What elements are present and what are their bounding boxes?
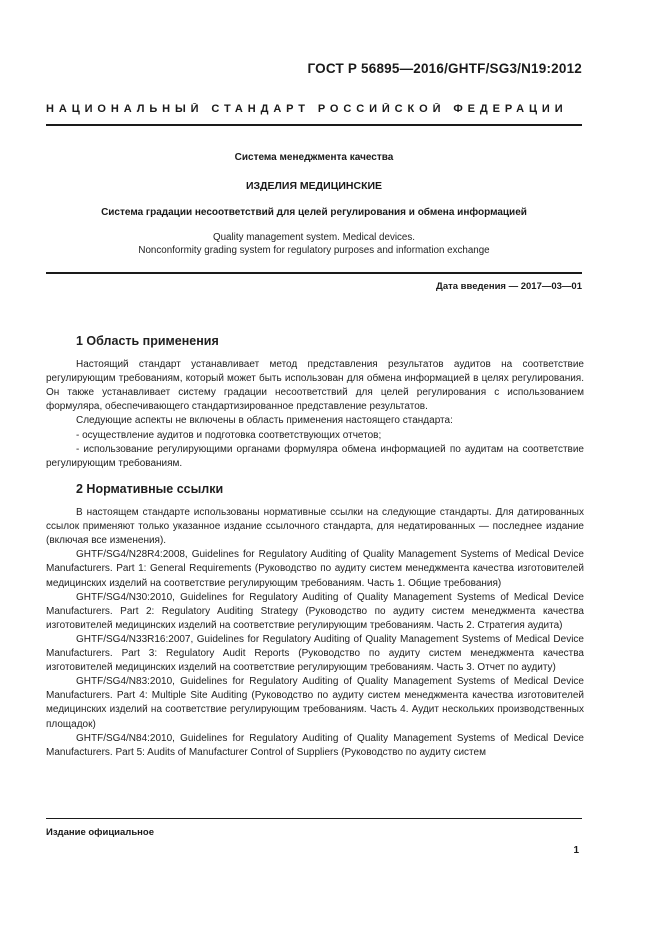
reference-entry: GHTF/SG4/N33R16:2007, Guidelines for Regulatory Auditing of Quality Management Systems of Medical Device Manufacturers. Part 3: Regulatory Audit Reports (Руководство по аудиту систем менеджмента качества изготовителей медицинских изделий на соответствие регулирующим требованиям. Часть 3. Отчет по аудиту)	[46, 633, 584, 674]
title-english	[46, 231, 582, 257]
introduction-date: Дата введения — 2017—03—01	[436, 281, 582, 292]
list-item: - осуществление аудитов и подготовка соответствующих отчетов;	[76, 429, 382, 441]
section-heading: 2 Нормативные ссылки	[76, 482, 224, 496]
section-normative-references	[46, 482, 584, 760]
standard-number: ГОСТ Р 56895—2016/GHTF/SG3/N19:2012	[307, 61, 582, 76]
title-subject: Система градации несоответствий для целей регулирования и обмена информацией	[101, 207, 527, 218]
header-rule	[46, 124, 582, 126]
reference-entry: GHTF/SG4/N83:2010, Guidelines for Regulatory Auditing of Quality Management Systems of Medical Device Manufacturers. Part 4: Multiple Site Auditing (Руководство по аудиту систем менеджмента качества изготовителей медицинских изделий на соответствие регулирующим требованиям. Часть 4. Аудит нескольких производственных площадок)	[46, 676, 584, 730]
paragraph: В настоящем стандарте использованы нормативные ссылки на следующие стандарты. Для датированных ссылок применяют только указанное издание ссылочного стандарта, для недатированных — последнее издание (включая все изменения).	[46, 507, 584, 547]
title-english-line-1: Quality management system. Medical devices.	[212, 232, 415, 243]
national-standard-banner: НАЦИОНАЛЬНЫЙ СТАНДАРТ РОССИЙСКОЙ ФЕДЕРАЦИИ	[46, 103, 568, 115]
reference-entry: GHTF/SG4/N28R4:2008, Guidelines for Regulatory Auditing of Quality Management Systems of Medical Device Manufacturers. Part 1: General Requirements (Руководство по аудиту систем менеджмента качества изготовителей медицинских изделий на соответствие регулирующим требованиям. Часть 1. Общие требования)	[46, 549, 584, 589]
title-english-line-2: Nonconformity grading system for regulatory purposes and information exchange	[138, 245, 490, 256]
section-heading: 1 Область применения	[76, 334, 219, 348]
list-item: - использование регулирующими органами формуляра обмена информацией по аудитам на соответствие регулирующим требованиям.	[46, 443, 584, 469]
reference-entry: GHTF/SG4/N84:2010, Guidelines for Regulatory Auditing of Quality Management Systems of Medical Device Manufacturers. Part 5: Audits of Manufacturer Control of Suppliers (Руководство по аудиту систем	[46, 732, 584, 758]
title-product: ИЗДЕЛИЯ МЕДИЦИНСКИЕ	[245, 180, 383, 192]
paragraph: Настоящий стандарт устанавливает метод представления результатов аудитов на соответствие регулирующим требованиям, который может быть использован для обмена информацией в целях регулирования. Он также устанавливает систему градации несоответствий для целей регулирования с использованием формуляра, обеспечивающего стандартизированное представление результатов.	[46, 359, 584, 413]
section-scope	[46, 334, 584, 471]
title-system: Система менеджмента качества	[234, 152, 394, 163]
edition-label: Издание официальное	[46, 827, 154, 838]
paragraph: Следующие аспекты не включены в область применения настоящего стандарта:	[76, 415, 453, 427]
footer-rule	[46, 818, 582, 819]
title-rule	[46, 272, 582, 274]
reference-entry: GHTF/SG4/N30:2010, Guidelines for Regulatory Auditing of Quality Management Systems of Medical Device Manufacturers. Part 2: Regulatory Auditing Strategy (Руководство по аудиту систем менеджмента качества изготовителей медицинских изделий на соответствие регулирующим требованиям. Часть 2. Стратегия аудита)	[46, 591, 584, 631]
page-number: 1	[573, 845, 579, 856]
